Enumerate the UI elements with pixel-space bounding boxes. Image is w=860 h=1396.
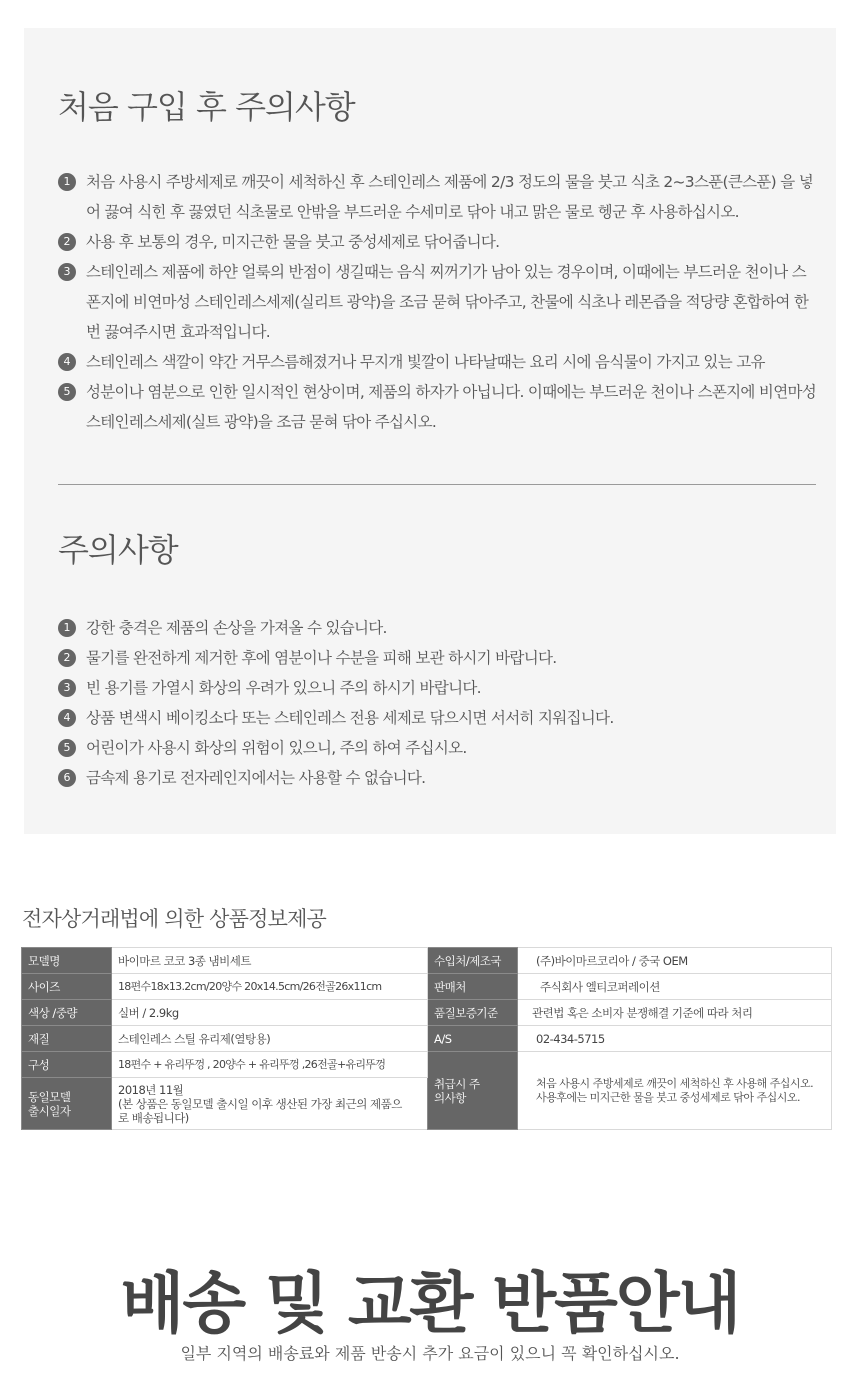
handling-label <box>428 1052 518 1130</box>
model-value: 바이마르 코코 3종 냄비세트 <box>112 948 428 974</box>
as-value: 02-434-5715 <box>518 1026 832 1052</box>
shipping-subtitle: 일부 지역의 배송료와 제품 반송시 추가 요금이 있으니 꼭 확인하십시오. <box>180 1344 680 1363</box>
warranty-label: 품질보증기준 <box>428 1000 518 1026</box>
number-badge: 3 <box>58 263 76 281</box>
list-item <box>58 673 816 703</box>
number-badge: 1 <box>58 619 76 637</box>
color-label: 색상 /중량 <box>22 1000 112 1026</box>
table-row <box>22 1052 832 1078</box>
list-item <box>58 257 816 347</box>
list-item <box>58 733 816 763</box>
release-cell <box>112 1078 428 1130</box>
item-text: 물기를 완전하게 제거한 후에 염분이나 수분을 피해 보관 하시기 바랍니다. <box>86 649 557 667</box>
number-badge: 4 <box>58 353 76 371</box>
release-label <box>22 1078 112 1130</box>
product-info-title: 전자상거래법에 의한 상품정보제공 <box>22 907 327 931</box>
model-label: 모델명 <box>22 948 112 974</box>
number-badge: 2 <box>58 233 76 251</box>
composition-value: 18편수 + 유리뚜껑 , 20양수 + 유리뚜껑 ,26전골+유리뚜껑 <box>112 1052 428 1078</box>
table-row <box>22 948 832 974</box>
item-text: 빈 용기를 가열시 화상의 우려가 있으니 주의 하시기 바랍니다. <box>86 679 481 697</box>
item-text: 금속제 용기로 전자레인지에서는 사용할 수 없습니다. <box>86 769 426 787</box>
number-badge: 6 <box>58 769 76 787</box>
number-badge: 5 <box>58 739 76 757</box>
table-row <box>22 974 832 1000</box>
material-value: 스테인레스 스틸 유리제(열탕용) <box>112 1026 428 1052</box>
importer-label: 수입처/제조국 <box>428 948 518 974</box>
warranty-value: 관련법 혹은 소비자 분쟁해결 기준에 따라 처리 <box>518 1000 832 1026</box>
product-info-table <box>21 947 832 1130</box>
color-value: 실버 / 2.9kg <box>112 1000 428 1026</box>
number-badge: 5 <box>58 383 76 401</box>
release-note: (본 상품은 동일모델 출시일 이후 생산된 가장 최근의 제품으로 배송됩니다) <box>118 1096 402 1125</box>
first-use-title: 처음 구입 후 주의사항 <box>58 88 355 126</box>
number-badge: 4 <box>58 709 76 727</box>
list-item <box>58 227 816 257</box>
list-item <box>58 347 816 377</box>
importer-value: (주)바이마르코리아 / 중국 OEM <box>518 948 832 974</box>
composition-label: 구성 <box>22 1052 112 1078</box>
list-item <box>58 377 816 437</box>
list-item <box>58 613 816 643</box>
list-item <box>58 763 816 793</box>
list-item <box>58 643 816 673</box>
handling-value: 처음 사용시 주방세제로 깨끗이 세척하신 후 사용해 주십시오. 사용후에는 미지근한 물을 붓고 중성세제로 닦아 주십시오. <box>518 1052 832 1130</box>
item-text: 사용 후 보통의 경우, 미지근한 물을 붓고 중성세제로 닦어줍니다. <box>86 233 500 251</box>
number-badge: 2 <box>58 649 76 667</box>
item-text: 어린이가 사용시 화상의 위험이 있으니, 주의 하여 주십시오. <box>86 739 467 757</box>
caution-title: 주의사항 <box>58 531 178 569</box>
care-instructions-panel <box>24 28 836 834</box>
handling-label-text: 취급시 주의사항 <box>434 1076 480 1105</box>
caution-list <box>58 613 816 793</box>
seller-value: 주식회사 엘티코퍼레이션 <box>518 974 832 1000</box>
item-text: 스테인레스 제품에 하얀 얼룩의 반점이 생길때는 음식 찌꺼기가 남아 있는 경우이며, 이때에는 부드러운 천이나 스폰지에 비연마성 스테인레스세제(실리트 광약)을 조금 묻혀 닦아주고, 찬물에 식초나 레몬즙을 적당량 혼합하여 한번 끓여주시면 효과적입니다. <box>86 263 809 341</box>
seller-label: 판매처 <box>428 974 518 1000</box>
list-item <box>58 703 816 733</box>
number-badge: 3 <box>58 679 76 697</box>
table-row <box>22 1000 832 1026</box>
number-badge: 1 <box>58 173 76 191</box>
item-text: 성분이나 염분으로 인한 일시적인 현상이며, 제품의 하자가 아닙니다. 이때에는 부드러운 천이나 스폰지에 비연마성 스테인레스세제(실트 광약)을 조금 묻혀 닦아 주십시오. <box>86 383 817 431</box>
release-value: 2018년 11월 <box>118 1082 184 1097</box>
item-text: 강한 충격은 제품의 손상을 가져올 수 있습니다. <box>86 619 387 637</box>
item-text: 스테인레스 색깔이 약간 거무스름해졌거나 무지개 빛깔이 나타날때는 요리 시에 음식물이 가지고 있는 고유 <box>86 353 765 371</box>
size-value: 18편수18x13.2cm/20양수 20x14.5cm/26전골26x11cm <box>112 974 428 1000</box>
table-row <box>22 1026 832 1052</box>
list-item <box>58 167 816 227</box>
size-label: 사이즈 <box>22 974 112 1000</box>
first-use-list <box>58 167 816 437</box>
section-divider <box>58 484 816 485</box>
material-label: 재질 <box>22 1026 112 1052</box>
release-label-text: 동일모델 출시일자 <box>28 1089 71 1118</box>
item-text: 처음 사용시 주방세제로 깨끗이 세척하신 후 스테인레스 제품에 2/3 정도의 물을 붓고 식초 2~3스푼(큰스푼) 을 넣어 끓여 식힌 후 끓였던 식초물로 안밖을 부드러운 수세미로 닦아 내고 맑은 물로 헹군 후 사용하십시오. <box>86 173 814 221</box>
item-text: 상품 변색시 베이킹소다 또는 스테인레스 전용 세제로 닦으시면 서서히 지워집니다. <box>86 709 614 727</box>
as-label: A/S <box>428 1026 518 1052</box>
shipping-title: 배송 및 교환 반품안내 <box>120 1265 740 1342</box>
